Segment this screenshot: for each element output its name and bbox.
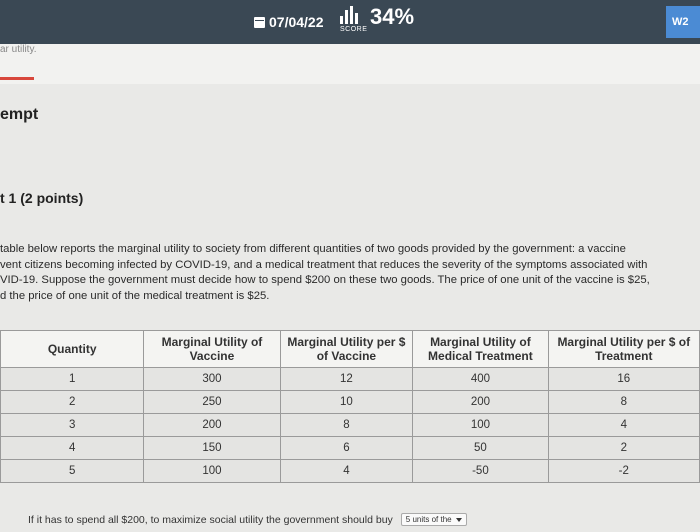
stem-line: vent citizens becoming infected by COVID-19, and a medical treatment that reduces the severity of the symptoms associated with bbox=[0, 258, 648, 271]
cell-mu-treatment: -50 bbox=[413, 460, 548, 483]
user-avatar[interactable] bbox=[666, 6, 700, 38]
cell-quantity: 2 bbox=[1, 391, 144, 414]
header-quantity: Quantity bbox=[1, 331, 144, 368]
cell-mu-treatment: 50 bbox=[413, 437, 548, 460]
cell-quantity: 1 bbox=[1, 368, 144, 391]
question-stem bbox=[0, 242, 700, 304]
header-mu-per-dollar-vaccine: Marginal Utility per $ of Vaccine bbox=[280, 331, 413, 368]
breadcrumb bbox=[0, 44, 700, 84]
utility-table bbox=[0, 330, 700, 483]
table-row bbox=[1, 437, 700, 460]
prompt-text: If it has to spend all $200, to maximize social utility the government should buy bbox=[28, 513, 393, 526]
cell-mu-per-dollar-treatment: 2 bbox=[548, 437, 699, 460]
user-initials: W2 bbox=[672, 16, 689, 28]
breadcrumb-text: ar utility. bbox=[0, 44, 37, 55]
cell-mu-vaccine: 250 bbox=[144, 391, 280, 414]
cell-mu-per-dollar-vaccine: 10 bbox=[280, 391, 413, 414]
score-value: 34% bbox=[370, 4, 415, 29]
cell-mu-per-dollar-vaccine: 4 bbox=[280, 460, 413, 483]
cell-mu-vaccine: 100 bbox=[144, 460, 280, 483]
chevron-down-icon bbox=[456, 518, 462, 522]
calendar-icon bbox=[254, 17, 265, 28]
date-display bbox=[254, 14, 324, 30]
table-row bbox=[1, 391, 700, 414]
stem-line: d the price of one unit of the medical treatment is $25. bbox=[0, 289, 270, 302]
header-mu-treatment: Marginal Utility of Medical Treatment bbox=[413, 331, 548, 368]
attempt-heading: empt bbox=[0, 106, 39, 123]
table-header-row bbox=[1, 331, 700, 368]
score-label: SCORE bbox=[340, 26, 368, 33]
active-tab-indicator bbox=[0, 77, 34, 80]
cell-mu-per-dollar-vaccine: 12 bbox=[280, 368, 413, 391]
question-points: (2 points) bbox=[20, 190, 84, 206]
date-text: 07/04/22 bbox=[269, 14, 324, 30]
table-row bbox=[1, 368, 700, 391]
question-number: t 1 bbox=[0, 190, 17, 206]
cell-mu-per-dollar-treatment: 4 bbox=[548, 414, 699, 437]
cell-quantity: 5 bbox=[1, 460, 144, 483]
question-title bbox=[0, 190, 83, 206]
score-chart-icon bbox=[340, 6, 358, 24]
dropdown-value: 5 units of the bbox=[405, 515, 452, 524]
cell-mu-treatment: 200 bbox=[413, 391, 548, 414]
header-mu-per-dollar-treatment: Marginal Utility per $ of Treatment bbox=[548, 331, 699, 368]
cell-mu-treatment: 400 bbox=[413, 368, 548, 391]
header-mu-vaccine: Marginal Utility of Vaccine bbox=[144, 331, 280, 368]
cell-mu-per-dollar-vaccine: 6 bbox=[280, 437, 413, 460]
cell-mu-vaccine: 300 bbox=[144, 368, 280, 391]
stem-line: table below reports the marginal utility to society from different quantities of two goods provided by the government: a vaccine bbox=[0, 243, 626, 255]
stem-line: VID-19. Suppose the government must decide how to spend $200 on these two goods. The price of one unit of the vaccine is $25, bbox=[0, 274, 650, 286]
cell-quantity: 3 bbox=[1, 414, 144, 437]
cell-mu-per-dollar-treatment: -2 bbox=[548, 460, 699, 483]
answer-prompt bbox=[28, 513, 467, 526]
answer-dropdown[interactable] bbox=[401, 513, 467, 526]
cell-mu-per-dollar-treatment: 16 bbox=[548, 368, 699, 391]
cell-mu-vaccine: 150 bbox=[144, 437, 280, 460]
table-row bbox=[1, 414, 700, 437]
cell-mu-vaccine: 200 bbox=[144, 414, 280, 437]
cell-quantity: 4 bbox=[1, 437, 144, 460]
cell-mu-per-dollar-treatment: 8 bbox=[548, 391, 699, 414]
cell-mu-treatment: 100 bbox=[413, 414, 548, 437]
score-display bbox=[340, 4, 415, 33]
cell-mu-per-dollar-vaccine: 8 bbox=[280, 414, 413, 437]
table-row bbox=[1, 460, 700, 483]
top-bar bbox=[0, 0, 700, 44]
